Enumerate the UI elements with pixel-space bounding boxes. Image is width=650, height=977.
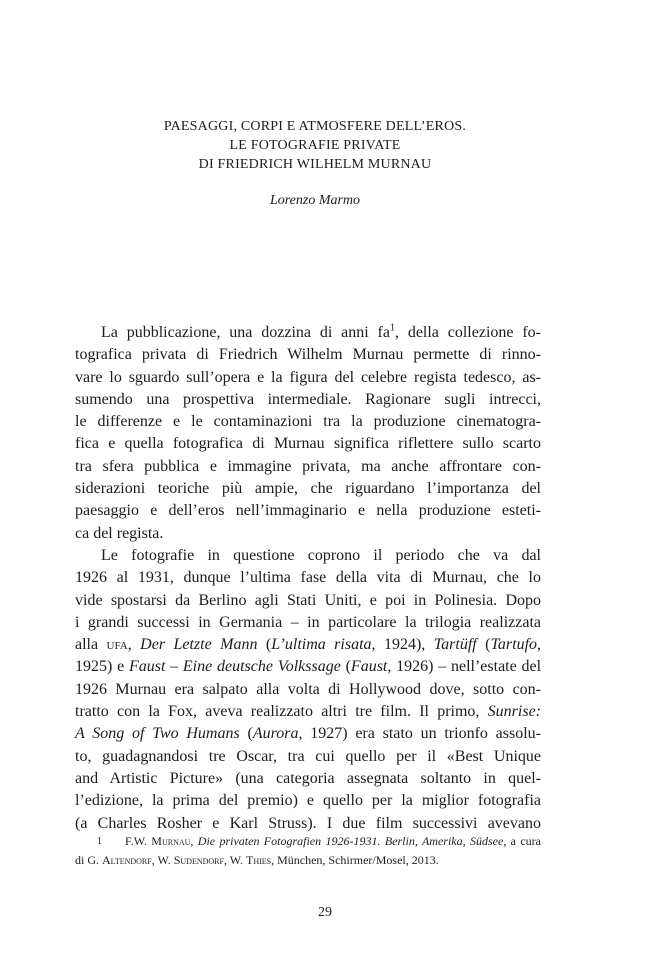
paragraph-2-line: 1926 al 1931, dunque l’ultima fase della vita di Murnau, che lo [75,569,541,587]
title-line-2: LE FOTOGRAFIE PRIVATE [229,138,401,153]
paragraph-1-line: fica e quella fotografica di Murnau significa riflettere sullo scarto [75,435,541,453]
footnote-line: 1 F.W. Murnau, Die privaten Fotografien 1926-1931. Berlin, Amerika, Südsee, a cura [75,832,541,851]
paragraph-1-line: tra sfera pubblica e immagine privata, ma anche affrontare con- [75,457,541,475]
author-name: Lorenzo Marmo [269,193,361,208]
paragraph-2-line: vide spostarsi da Berlino agli Stati Uniti, e poi in Polinesia. Dopo [75,591,541,609]
title-line-3: DI FRIEDRICH WILHELM MURNAU [198,157,432,172]
chapter-title [95,117,535,174]
paragraph-1-line: La pubblicazione, una dozzina di anni fa$^1$, della collezione fo- [101,322,541,341]
paragraph-1-line: siderazioni teoriche più ampie, che riguardano l’importanza del [75,480,541,498]
paragraph-2-line: Le fotografie in questione coprono il periodo che va dal [101,546,541,564]
paragraph-2-line: to, guadagnandosi tre Oscar, tra cui quello per il «Best Unique [75,747,541,765]
paragraph-2-line: l’edizione, la prima del premio) e quello per la miglior fotografia [75,792,541,810]
paragraph-1-line: vare lo sguardo sull’opera e la figura del celebre regista tedesco, as- [75,368,541,386]
footnotes [75,832,541,870]
paragraph-2-line: alla ufa, Der Letzte Mann (L’ultima risata, 1924), Tartüff (Tartufo, [75,636,542,654]
paragraph-1-line: paesaggio e dell’eros nell’immaginario e nella produzione esteti- [75,502,541,520]
paragraph-2-line: and Artistic Picture» (una categoria assegnata soltanto in quel- [75,769,541,787]
body-text [75,322,541,835]
paragraph-1-line: ca del regista. [75,524,164,542]
paragraph-2-line: tratto con la Fox, aveva realizzato altri tre film. Il primo, Sunrise: [75,703,541,721]
footnote-line: di G. Altendorf, W. Sudendorf, W. Thies, München, Schirmer/Mosel, 2013. [75,853,439,867]
paragraph-2-line: (a Charles Rosher e Karl Struss). I due film successivi avevano [75,814,541,832]
paragraph-1-line: tografica privata di Friedrich Wilhelm Murnau permette di rinno- [75,346,541,364]
page-number: 29 [318,905,332,920]
paragraph-2-line: i grandi successi in Germania – in particolare la trilogia realizzata [75,613,541,631]
paragraph-1-line: sumendo una prospettiva intermediale. Ragionare sugli intrecci, [75,390,541,408]
paragraph-1-line: le differenze e le contaminazioni tra la produzione cinematogra- [75,413,541,431]
paragraph-2-line: 1925) e Faust – Eine deutsche Volkssage (Faust, 1926) – nell’estate del [75,658,542,676]
footnote-reference[interactable]: 1 [389,322,395,334]
title-line-1: PAESAGGI, CORPI E ATMOSFERE DELL’EROS. [163,119,467,134]
paragraph-2-line: 1926 Murnau era salpato alla volta di Hollywood dove, sotto con- [75,680,541,698]
paragraph-2-line: A Song of Two Humans (Aurora, 1927) era stato un trionfo assolu- [75,725,541,743]
footnote-number: 1 [97,836,102,847]
